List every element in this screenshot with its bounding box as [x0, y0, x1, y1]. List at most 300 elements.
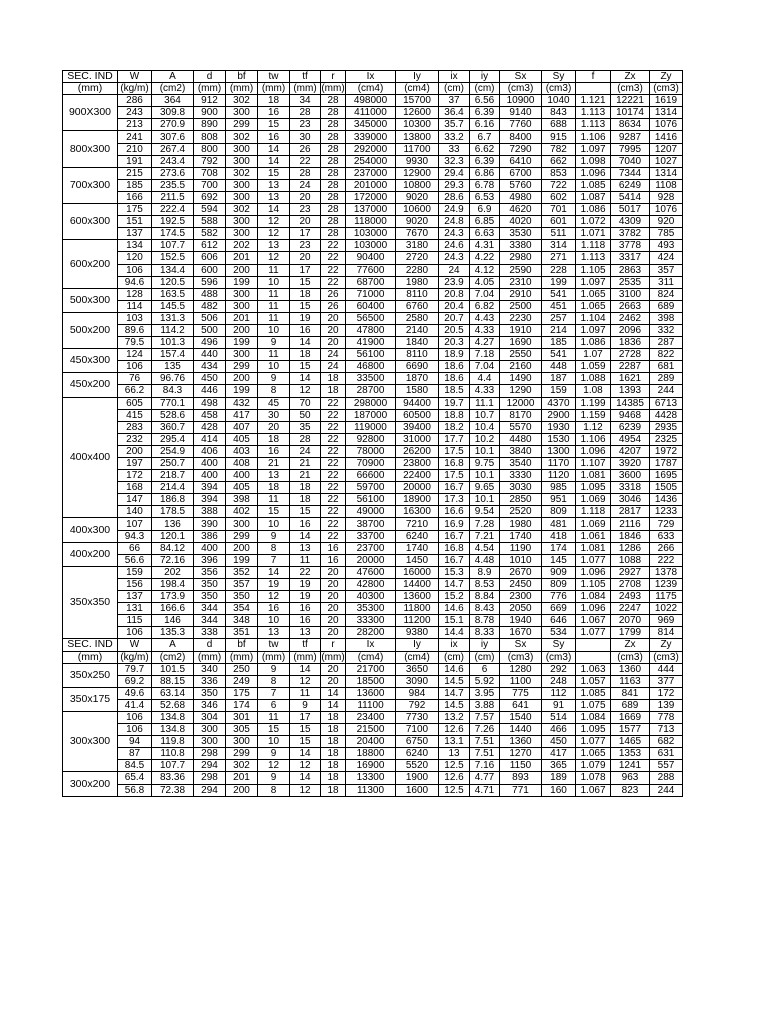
header-cell-zx: (cm3): [611, 651, 650, 663]
data-cell-tf: 16: [290, 324, 321, 336]
data-cell-w: 94.6: [118, 276, 152, 288]
data-cell-ix-inertia: 13600: [346, 687, 396, 699]
data-cell-d: 406: [194, 445, 226, 457]
data-cell-iy-radius: 6.53: [470, 191, 500, 203]
data-cell-r: 28: [321, 107, 346, 119]
data-cell-r: 18: [321, 748, 346, 760]
data-cell-ix-inertia: 411000: [346, 107, 396, 119]
data-cell-tf: 15: [290, 276, 321, 288]
data-cell-zy: 713: [650, 724, 683, 736]
table-row: [63, 784, 683, 796]
data-cell-zx: 1836: [611, 337, 650, 349]
data-cell-w: 137: [118, 228, 152, 240]
data-cell-sx: 5570: [500, 421, 542, 433]
header-cell-sx: Sx: [500, 71, 542, 83]
data-cell-d: 692: [194, 191, 226, 203]
data-cell-ix-radius: 16.8: [439, 542, 470, 554]
data-cell-iy-inertia: 10800: [396, 179, 439, 191]
data-cell-a: 254.9: [152, 445, 194, 457]
data-cell-ix-inertia: 18500: [346, 675, 396, 687]
data-cell-bf: 201: [226, 772, 258, 784]
data-cell-tf: 16: [290, 603, 321, 615]
data-cell-zx: 5017: [611, 204, 650, 216]
data-cell-tw: 11: [258, 711, 290, 723]
data-cell-r: 22: [321, 518, 346, 530]
data-cell-sx: 3540: [500, 458, 542, 470]
data-cell-bf: 300: [226, 179, 258, 191]
data-cell-zx: 1669: [611, 711, 650, 723]
data-cell-ix-inertia: 49000: [346, 506, 396, 518]
data-cell-tw: 6: [258, 699, 290, 711]
data-cell-tf: 17: [290, 228, 321, 240]
data-cell-tw: 12: [258, 760, 290, 772]
header-row1: [63, 71, 683, 83]
data-cell-tf: 14: [290, 530, 321, 542]
data-cell-d: 304: [194, 711, 226, 723]
data-cell-iy-radius: 3.88: [470, 699, 500, 711]
data-cell-zx: 1577: [611, 724, 650, 736]
data-cell-zy: 2935: [650, 421, 683, 433]
data-cell-bf: 199: [226, 554, 258, 566]
data-cell-iy-radius: 6.7: [470, 131, 500, 143]
data-cell-sy: 1300: [542, 445, 576, 457]
section-index-cell: 300x300: [63, 711, 118, 771]
data-cell-zx: 2863: [611, 264, 650, 276]
header-cell-f: f: [576, 71, 611, 83]
data-cell-ix-radius: 29.3: [439, 179, 470, 191]
data-cell-tw: 11: [258, 264, 290, 276]
table-row: [63, 518, 683, 530]
data-cell-tf: 23: [290, 119, 321, 131]
data-cell-f: 1.199: [576, 397, 611, 409]
data-cell-a: 211.5: [152, 191, 194, 203]
data-cell-tw: 11: [258, 312, 290, 324]
data-cell-tw: 7: [258, 554, 290, 566]
data-cell-f: 1.085: [576, 687, 611, 699]
data-cell-sy: 809: [542, 578, 576, 590]
data-cell-r: 22: [321, 506, 346, 518]
data-cell-zx: 2070: [611, 615, 650, 627]
data-cell-iy-radius: 7.57: [470, 711, 500, 723]
data-cell-a: 218.7: [152, 470, 194, 482]
data-cell-tw: 30: [258, 409, 290, 421]
data-cell-zy: 398: [650, 312, 683, 324]
data-cell-sy: 418: [542, 530, 576, 542]
data-cell-ix-radius: 35.7: [439, 119, 470, 131]
data-cell-w: 106: [118, 711, 152, 723]
data-cell-zx: 9468: [611, 409, 650, 421]
data-cell-zx: 2116: [611, 518, 650, 530]
data-cell-tf: 9: [290, 699, 321, 711]
data-cell-zx: 4309: [611, 216, 650, 228]
table-row: [63, 155, 683, 167]
header-cell-ix-radius: ix: [439, 639, 470, 651]
data-cell-f: 1.104: [576, 312, 611, 324]
data-cell-sy: 189: [542, 772, 576, 784]
data-cell-sx: 2160: [500, 361, 542, 373]
data-cell-iy-radius: 4.27: [470, 337, 500, 349]
data-cell-iy-radius: 9.75: [470, 458, 500, 470]
data-cell-sx: 3840: [500, 445, 542, 457]
section-index-cell: 350x350: [63, 566, 118, 639]
data-cell-r: 22: [321, 276, 346, 288]
data-cell-zx: 963: [611, 772, 650, 784]
data-cell-ix-radius: 33.2: [439, 131, 470, 143]
data-cell-f: 1.121: [576, 95, 611, 107]
data-cell-tf: 13: [290, 542, 321, 554]
data-cell-zy: 244: [650, 784, 683, 796]
data-cell-ix-radius: 12.6: [439, 724, 470, 736]
data-cell-ix-radius: 24.8: [439, 216, 470, 228]
data-cell-zy: 222: [650, 554, 683, 566]
data-cell-a: 309.8: [152, 107, 194, 119]
data-cell-iy-radius: 6.9: [470, 204, 500, 216]
data-cell-sx: 8170: [500, 409, 542, 421]
data-cell-tw: 9: [258, 337, 290, 349]
data-cell-a: 120.1: [152, 530, 194, 542]
data-cell-tf: 18: [290, 288, 321, 300]
data-cell-ix-radius: 24.9: [439, 204, 470, 216]
header-row1: [63, 639, 683, 651]
data-cell-f: 1.084: [576, 711, 611, 723]
data-cell-ix-radius: 24.3: [439, 252, 470, 264]
data-cell-zx: 3600: [611, 470, 650, 482]
data-cell-iy-radius: 7.18: [470, 349, 500, 361]
data-cell-ix-radius: 17.3: [439, 494, 470, 506]
data-cell-tw: 16: [258, 603, 290, 615]
data-cell-tf: 23: [290, 204, 321, 216]
data-cell-ix-inertia: 103000: [346, 240, 396, 252]
header-cell-sec: (mm): [63, 651, 118, 663]
data-cell-bf: 300: [226, 216, 258, 228]
data-cell-zy: 289: [650, 373, 683, 385]
data-cell-w: 103: [118, 312, 152, 324]
header-cell-d: (mm): [194, 83, 226, 95]
data-cell-sy: 174: [542, 542, 576, 554]
data-cell-f: 1.069: [576, 494, 611, 506]
data-cell-zy: 1436: [650, 494, 683, 506]
header-cell-sx: Sx: [500, 639, 542, 651]
data-cell-f: 1.081: [576, 470, 611, 482]
data-cell-tw: 12: [258, 252, 290, 264]
data-cell-tf: 28: [290, 107, 321, 119]
data-cell-a: 84.3: [152, 385, 194, 397]
data-cell-tf: 18: [290, 482, 321, 494]
data-cell-sy: 248: [542, 675, 576, 687]
data-cell-zx: 7344: [611, 167, 650, 179]
data-cell-zy: 172: [650, 687, 683, 699]
data-cell-zy: 778: [650, 711, 683, 723]
data-cell-f: 1.078: [576, 772, 611, 784]
data-cell-zx: 2708: [611, 578, 650, 590]
data-cell-tf: 18: [290, 349, 321, 361]
data-cell-f: 1.077: [576, 736, 611, 748]
data-cell-ix-radius: 12.5: [439, 784, 470, 796]
data-cell-ix-radius: 12.5: [439, 760, 470, 772]
data-cell-d: 298: [194, 748, 226, 760]
data-cell-sy: 853: [542, 167, 576, 179]
table-row: [63, 711, 683, 723]
data-cell-bf: 350: [226, 591, 258, 603]
data-cell-iy-inertia: 13800: [396, 131, 439, 143]
data-cell-ix-inertia: 13300: [346, 772, 396, 784]
data-cell-iy-radius: 4.77: [470, 772, 500, 784]
data-cell-iy-radius: 10.7: [470, 409, 500, 421]
data-cell-iy-inertia: 1840: [396, 337, 439, 349]
data-cell-tw: 13: [258, 179, 290, 191]
data-cell-ix-inertia: 47600: [346, 566, 396, 578]
data-cell-bf: 200: [226, 324, 258, 336]
data-cell-ix-inertia: 78000: [346, 445, 396, 457]
data-cell-iy-inertia: 984: [396, 687, 439, 699]
table-row: [63, 324, 683, 336]
header-cell-zy: (cm3): [650, 83, 683, 95]
data-cell-d: 600: [194, 264, 226, 276]
data-cell-ix-radius: 20.4: [439, 300, 470, 312]
header-cell-iy-inertia: (cm4): [396, 83, 439, 95]
data-cell-d: 298: [194, 772, 226, 784]
data-cell-tw: 8: [258, 542, 290, 554]
data-cell-iy-inertia: 9020: [396, 191, 439, 203]
header-cell-sy: (cm3): [542, 651, 576, 663]
data-cell-f: 1.059: [576, 361, 611, 373]
header-cell-iy-inertia: (cm4): [396, 651, 439, 663]
header-cell-w: W: [118, 71, 152, 83]
data-cell-r: 20: [321, 663, 346, 675]
data-cell-iy-inertia: 12600: [396, 107, 439, 119]
header-cell-zx: Zx: [611, 639, 650, 651]
data-cell-ix-inertia: 40300: [346, 591, 396, 603]
header-cell-sx: (cm3): [500, 83, 542, 95]
data-cell-ix-inertia: 23700: [346, 542, 396, 554]
data-cell-d: 356: [194, 566, 226, 578]
data-cell-tw: 19: [258, 578, 290, 590]
data-cell-sy: 534: [542, 627, 576, 639]
data-cell-d: 808: [194, 131, 226, 143]
table-row: [63, 627, 683, 639]
data-cell-ix-radius: 14.6: [439, 663, 470, 675]
data-cell-iy-radius: 4.31: [470, 240, 500, 252]
table-row: [63, 615, 683, 627]
data-cell-d: 900: [194, 107, 226, 119]
table-row: [63, 95, 683, 107]
data-cell-ix-radius: 36.4: [439, 107, 470, 119]
data-cell-zy: 6713: [650, 397, 683, 409]
data-cell-r: 16: [321, 554, 346, 566]
data-cell-tw: 45: [258, 397, 290, 409]
data-cell-a: 84.12: [152, 542, 194, 554]
data-cell-sy: 843: [542, 107, 576, 119]
data-cell-w: 124: [118, 349, 152, 361]
table-row: [63, 445, 683, 457]
data-cell-iy-radius: 6.85: [470, 216, 500, 228]
data-cell-ix-inertia: 77600: [346, 264, 396, 276]
data-cell-a: 134.8: [152, 724, 194, 736]
data-cell-tf: 22: [290, 155, 321, 167]
data-cell-a: 96.76: [152, 373, 194, 385]
data-cell-r: 18: [321, 373, 346, 385]
table-row: [63, 663, 683, 675]
data-cell-r: 22: [321, 458, 346, 470]
data-cell-a: 88.15: [152, 675, 194, 687]
data-cell-zx: 1465: [611, 736, 650, 748]
data-cell-bf: 405: [226, 433, 258, 445]
header-cell-iy-inertia: Iy: [396, 71, 439, 83]
data-cell-f: 1.071: [576, 228, 611, 240]
data-cell-sx: 2300: [500, 591, 542, 603]
data-cell-ix-inertia: 47800: [346, 324, 396, 336]
data-cell-ix-inertia: 60400: [346, 300, 396, 312]
data-cell-w: 49.6: [118, 687, 152, 699]
data-cell-sx: 2050: [500, 603, 542, 615]
data-cell-zx: 1241: [611, 760, 650, 772]
data-cell-tw: 14: [258, 566, 290, 578]
data-cell-a: 174.5: [152, 228, 194, 240]
data-cell-bf: 417: [226, 409, 258, 421]
section-index-cell: 900X300: [63, 95, 118, 131]
data-cell-d: 340: [194, 663, 226, 675]
data-cell-zx: 2535: [611, 276, 650, 288]
data-cell-sx: 2500: [500, 300, 542, 312]
data-cell-tf: 14: [290, 373, 321, 385]
data-cell-ix-inertia: 11300: [346, 784, 396, 796]
data-cell-sx: 8400: [500, 131, 542, 143]
data-cell-iy-inertia: 22400: [396, 470, 439, 482]
data-cell-w: 65.4: [118, 772, 152, 784]
data-cell-zx: 3778: [611, 240, 650, 252]
data-cell-iy-inertia: 10600: [396, 204, 439, 216]
data-cell-sx: 10900: [500, 95, 542, 107]
data-cell-sy: 602: [542, 191, 576, 203]
data-cell-iy-radius: 7.28: [470, 518, 500, 530]
table-row: [63, 179, 683, 191]
data-cell-ix-inertia: 498000: [346, 95, 396, 107]
data-cell-f: 1.079: [576, 760, 611, 772]
data-cell-d: 338: [194, 627, 226, 639]
data-cell-sx: 1540: [500, 711, 542, 723]
data-cell-iy-inertia: 3090: [396, 675, 439, 687]
data-cell-iy-inertia: 9930: [396, 155, 439, 167]
data-cell-tf: 15: [290, 300, 321, 312]
data-cell-r: 28: [321, 179, 346, 191]
data-cell-ix-inertia: 237000: [346, 167, 396, 179]
data-cell-iy-radius: 6.82: [470, 300, 500, 312]
data-cell-r: 18: [321, 711, 346, 723]
data-cell-ix-inertia: 345000: [346, 119, 396, 131]
data-cell-a: 101.3: [152, 337, 194, 349]
header-cell-w: (kg/m): [118, 83, 152, 95]
data-cell-iy-radius: 6.78: [470, 179, 500, 191]
data-cell-r: 22: [321, 409, 346, 421]
data-cell-zy: 1314: [650, 107, 683, 119]
data-cell-d: 336: [194, 675, 226, 687]
data-cell-zy: 1505: [650, 482, 683, 494]
data-cell-tf: 12: [290, 784, 321, 796]
data-cell-tf: 70: [290, 397, 321, 409]
data-cell-sx: 6410: [500, 155, 542, 167]
data-cell-sy: 809: [542, 506, 576, 518]
data-cell-sy: 214: [542, 324, 576, 336]
data-cell-tf: 11: [290, 687, 321, 699]
data-cell-sy: 701: [542, 204, 576, 216]
data-cell-w: 66.2: [118, 385, 152, 397]
header-cell-a: A: [152, 71, 194, 83]
data-cell-iy-inertia: 6690: [396, 361, 439, 373]
data-cell-ix-radius: 17.5: [439, 445, 470, 457]
data-cell-d: 800: [194, 143, 226, 155]
data-cell-f: 1.086: [576, 337, 611, 349]
section-index-cell: 500x300: [63, 288, 118, 312]
data-cell-iy-inertia: 16000: [396, 566, 439, 578]
table-row: [63, 312, 683, 324]
data-cell-iy-inertia: 3180: [396, 240, 439, 252]
data-cell-iy-radius: 11.1: [470, 397, 500, 409]
data-cell-sx: 2590: [500, 264, 542, 276]
data-cell-tw: 13: [258, 627, 290, 639]
data-cell-r: 20: [321, 578, 346, 590]
data-cell-sx: 1740: [500, 530, 542, 542]
data-cell-zy: 1076: [650, 204, 683, 216]
data-cell-ix-inertia: 20400: [346, 736, 396, 748]
data-cell-tf: 15: [290, 736, 321, 748]
data-cell-ix-radius: 15.3: [439, 566, 470, 578]
data-cell-zy: 1972: [650, 445, 683, 457]
header-cell-tw: (mm): [258, 651, 290, 663]
data-cell-a: 136: [152, 518, 194, 530]
data-cell-iy-radius: 7.04: [470, 361, 500, 373]
data-cell-w: 151: [118, 216, 152, 228]
data-cell-ix-inertia: 33500: [346, 373, 396, 385]
data-cell-ix-inertia: 41900: [346, 337, 396, 349]
data-cell-ix-inertia: 28200: [346, 627, 396, 639]
data-cell-zx: 2287: [611, 361, 650, 373]
data-cell-f: 1.113: [576, 107, 611, 119]
data-cell-f: 1.097: [576, 276, 611, 288]
data-cell-f: 1.065: [576, 748, 611, 760]
data-cell-a: 270.9: [152, 119, 194, 131]
data-cell-iy-radius: 6.56: [470, 95, 500, 107]
table-row: [63, 216, 683, 228]
data-cell-sy: 541: [542, 288, 576, 300]
data-cell-tw: 9: [258, 373, 290, 385]
data-cell-sx: 3530: [500, 228, 542, 240]
data-cell-ix-radius: 16.7: [439, 482, 470, 494]
data-cell-zy: 689: [650, 300, 683, 312]
data-cell-r: 20: [321, 627, 346, 639]
data-cell-d: 350: [194, 687, 226, 699]
data-cell-tw: 16: [258, 107, 290, 119]
table-row: [63, 191, 683, 203]
data-cell-d: 440: [194, 349, 226, 361]
data-cell-w: 107: [118, 518, 152, 530]
data-cell-w: 232: [118, 433, 152, 445]
data-cell-zy: 1787: [650, 458, 683, 470]
data-cell-zx: 4954: [611, 433, 650, 445]
data-cell-zx: 1621: [611, 373, 650, 385]
data-cell-ix-radius: 19.7: [439, 397, 470, 409]
data-cell-tf: 24: [290, 179, 321, 191]
data-cell-sy: 199: [542, 276, 576, 288]
header-cell-zy: (cm3): [650, 651, 683, 663]
data-cell-f: 1.086: [576, 204, 611, 216]
table-row: [63, 482, 683, 494]
data-cell-iy-inertia: 2140: [396, 324, 439, 336]
data-cell-bf: 354: [226, 603, 258, 615]
data-cell-bf: 299: [226, 119, 258, 131]
data-cell-w: 175: [118, 204, 152, 216]
data-cell-sx: 1190: [500, 542, 542, 554]
data-cell-bf: 300: [226, 107, 258, 119]
